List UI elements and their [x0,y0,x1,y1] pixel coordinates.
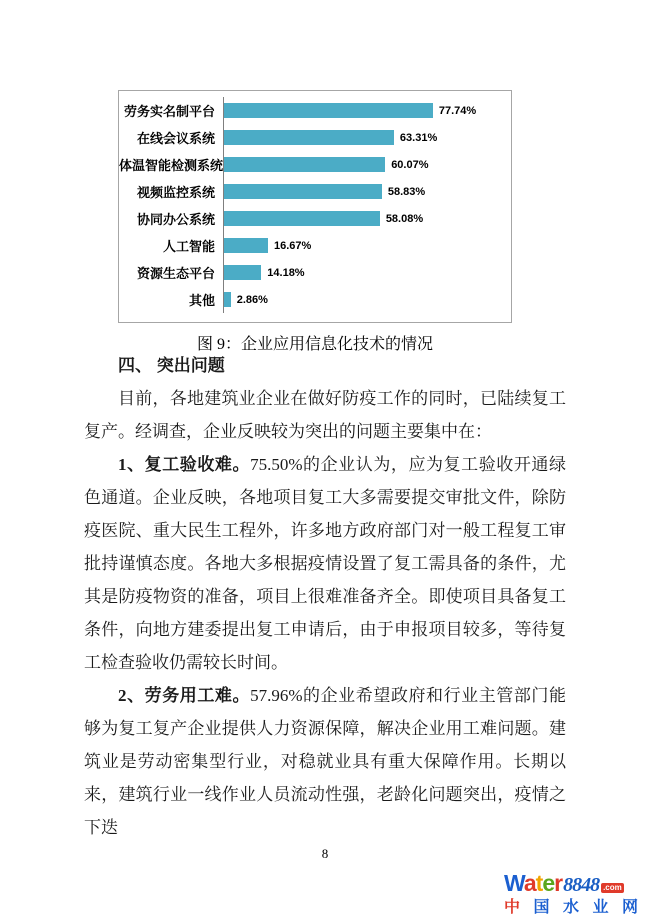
bar-chart [118,90,512,323]
logo-tagline [504,899,638,917]
paragraphs-container [84,382,566,844]
bar [223,238,268,253]
paragraph [84,448,566,679]
logo-tagline-char: 业 [592,899,609,916]
value-label: 16.67% [274,239,312,252]
logo-number: 8848 [563,874,600,896]
section-heading: 四、 突出问题 [118,356,225,375]
bar-track [223,130,511,145]
bar-track [223,184,511,199]
category-label: 在线会议系统 [136,131,215,146]
bar-track [223,211,511,226]
logo-word-water [504,871,562,895]
category-label: 体温智能检测系统 [119,158,224,173]
bar [223,211,380,226]
site-logo[interactable] [504,871,646,917]
chart-row [119,151,511,178]
category-label: 资源生态平台 [136,266,215,281]
category-label: 人工智能 [162,239,215,254]
category-label: 协同办公系统 [136,212,215,227]
bar [223,103,433,118]
logo-letter: r [554,870,563,896]
logo-letter: e [542,870,555,896]
category-label: 劳务实名制平台 [123,104,215,119]
chart-rows [119,97,511,313]
value-label: 58.08% [385,212,424,225]
chart-row [119,286,511,313]
bar-track [223,238,511,253]
chart-row [119,232,511,259]
chart-row [119,205,511,232]
bar [223,184,382,199]
chart-row [119,124,511,151]
logo-tagline-char: 水 [562,899,579,916]
chart-row [119,259,511,286]
value-label: 77.74% [438,104,477,117]
value-label: 63.31% [399,131,438,144]
chart-row [119,97,511,124]
paragraph-lead: 1、复工验收难。 [118,455,251,474]
bar-track [223,103,511,118]
paragraph-text: 57.96%的企业希望政府和行业主管部门能够为复工复产企业提供人力资源保障，解决企业用工难问题。建筑业是劳动密集型行业，对稳就业具有重大保障作用。长期以来，建筑行业一线作业人员流动性强，老龄化问题突出，疫情之下迭 [84,686,567,837]
bar-track [223,157,511,172]
value-label: 60.07% [391,158,429,171]
logo-letter: t [535,870,543,896]
logo-wordmark [504,871,646,897]
category-label: 视频监控系统 [136,185,215,200]
paragraph-lead: 2、劳务用工难。 [118,686,251,705]
bar [223,292,231,307]
logo-tagline-char: 国 [533,899,550,916]
chart-axis-line [223,97,224,313]
logo-letter: W [504,870,524,896]
bar-track [223,292,511,307]
paragraph-text: 目前，各地建筑业企业在做好防疫工作的同时，已陆续复工复产。经调查，企业反映较为突出的问题主要集中在： [84,389,566,441]
logo-tagline-char: 中 [504,899,521,916]
body-text [84,349,566,844]
logo-tagline-char: 网 [621,899,638,916]
logo-tld-badge: .com [603,883,622,892]
value-label: 58.83% [387,185,426,198]
bar [223,157,385,172]
chart-row [119,178,511,205]
logo-letter: a [523,870,536,896]
paragraph-text: 75.50%的企业认为，应为复工验收开通绿色通道。企业反映，各地项目复工大多需要提交审批文件，除防疫医院、重大民生工程外，许多地方政府部门对一般工程复工审批持谨慎态度。各地大多根据疫情设置了复工需具备的条件，尤其是防疫物资的准备，项目上很难准备齐全。即使项目具备复工条件，向地方建委提出复工申请后，由于申报项目较多，等待复工检查验收仍需较长时间。 [84,455,567,672]
bar [223,265,261,280]
figure-caption: 图 9：企业应用信息化技术的情况 [196,336,433,353]
paragraph [84,679,566,844]
value-label: 14.18% [267,266,305,279]
bar-track [223,265,511,280]
page-number: 8 [321,846,329,861]
paragraph [84,382,566,448]
bar [223,130,394,145]
category-label: 其他 [188,293,215,308]
value-label: 2.86% [236,293,268,306]
